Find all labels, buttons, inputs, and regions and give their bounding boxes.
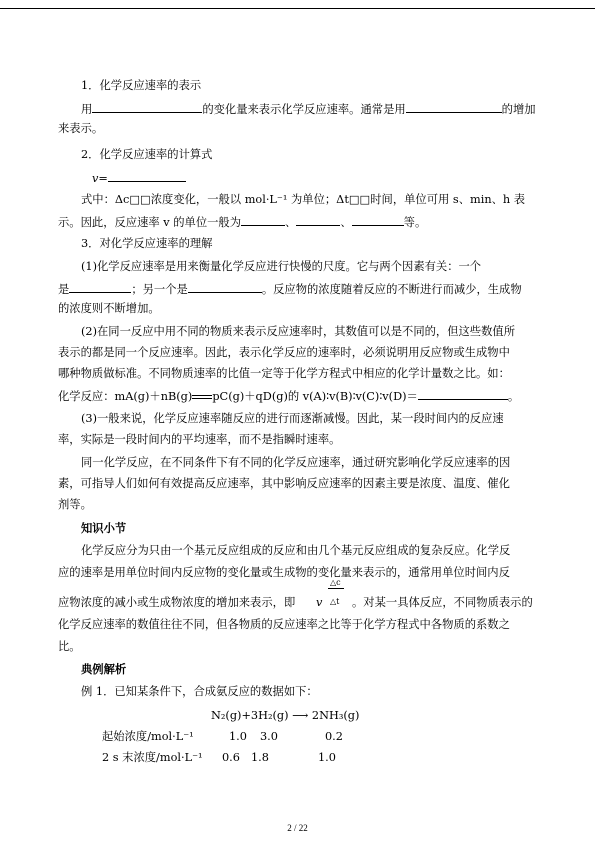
blank bbox=[69, 280, 131, 293]
reversible-arrow-icon bbox=[192, 392, 212, 402]
blank bbox=[241, 213, 285, 226]
section-3-p1-line-2: 是 ；另一个是 。反应物的浓度随着反应的不断进行而减少，生成物 bbox=[58, 280, 522, 298]
row-1-value: 3.0 bbox=[260, 730, 278, 743]
section-2-heading: 2．化学反应速率的计算式 bbox=[81, 148, 213, 161]
summary-line-2: 应的速率是用单位时间内反应物的变化量或生成物的变化量来表示的，通常用单位时间内反 bbox=[58, 566, 510, 579]
section-1-line-1: 用 的变化量来表示化学反应速率。通常是用 的增加 bbox=[81, 100, 536, 118]
fraction-denominator: △t bbox=[330, 597, 340, 606]
blank bbox=[418, 387, 508, 400]
section-1-line-2: 来表示。 bbox=[58, 122, 104, 135]
blank bbox=[92, 100, 202, 113]
example-intro: 例 1．已知某条件下，合成氨反应的数据如下： bbox=[81, 685, 318, 698]
section-3-p3-line-1: (3)一般来说，化学反应速率随反应的进行而逐渐减慢。因此，某一段时间内的反应速 bbox=[81, 412, 504, 425]
section-3-p1-line-1: (1)化学反应速率是用来衡量化学反应进行快慢的尺度。它与两个因素有关：一个 bbox=[81, 260, 482, 273]
section-3-p4-line-1: 同一化学反应，在不同条件下有不同的化学反应速率，通过研究影响化学反应速率的因 bbox=[81, 456, 511, 469]
summary-line-3a: 应物浓度的减小或生成物浓度的增加来表示，即 bbox=[58, 596, 296, 609]
summary-line-3b: 。对某一具体反应，不同物质表示的 bbox=[352, 596, 533, 609]
section-3-p2-line-3: 哪种物质做标准。不同物质速率的比值一定等于化学方程式中相应的化学计量数之比。如： bbox=[58, 367, 510, 380]
row-1-label: 起始浓度/mol·L⁻¹ bbox=[102, 730, 194, 743]
row-1-value: 0.2 bbox=[325, 730, 343, 743]
summary-rate-symbol: v bbox=[316, 596, 323, 609]
section-3-p1-line-3: 的浓度则不断增加。 bbox=[58, 302, 160, 315]
section-3-p4-line-2: 素，可指导人们如何有效提高反应速率，其中影响反应速率的因素主要是浓度、温度、催化 bbox=[58, 477, 510, 490]
blank bbox=[188, 280, 262, 293]
rate-formula: v= bbox=[92, 169, 186, 187]
row-2-value: 1.0 bbox=[318, 751, 336, 764]
section-2-line-1: 式中：Δc□□浓度变化，一般以 mol·L⁻¹ 为单位；Δt□□时间，单位可用 s、min、h 表 bbox=[81, 193, 526, 206]
header-rule bbox=[0, 8, 595, 9]
blank bbox=[296, 213, 340, 226]
blank bbox=[108, 169, 186, 182]
section-2-line-2: 示。因此，反应速率 v 的单位一般为 、 、 等。 bbox=[58, 213, 426, 231]
section-3-p4-line-3: 剂等。 bbox=[58, 498, 92, 511]
row-2-value: 1.8 bbox=[251, 751, 269, 764]
summary-line-1: 化学反应分为只由一个基元反应组成的反应和由几个基元反应组成的复杂反应。化学反 bbox=[81, 544, 511, 557]
summary-line-4: 化学反应速率的数值往往不同，但各物质的反应速率之比等于化学方程式中各物质的系数之 bbox=[58, 618, 510, 631]
row-2-value: 0.6 bbox=[222, 751, 240, 764]
reaction-equation: N₂(g)+3H₂(g) ⟶ 2NH₃(g) bbox=[211, 709, 360, 722]
row-1-value: 1.0 bbox=[229, 730, 247, 743]
row-2-label: 2 s 末浓度/mol·L⁻¹ bbox=[102, 751, 203, 764]
section-3-p2-line-1: (2)在同一反应中用不同的物质来表示反应速率时，其数值可以是不同的，但这些数值所 bbox=[81, 325, 515, 338]
blank bbox=[406, 100, 502, 113]
summary-heading: 知识小节 bbox=[81, 521, 127, 535]
section-3-heading: 3．对化学反应速率的理解 bbox=[81, 237, 213, 250]
fraction-bar bbox=[328, 588, 344, 589]
fraction-numerator: △c bbox=[330, 578, 341, 587]
summary-line-5: 比。 bbox=[58, 640, 81, 653]
blank bbox=[352, 213, 404, 226]
section-3-p3-line-2: 率，实际是一段时间内的平均速率，而不是指瞬时速率。 bbox=[58, 433, 341, 446]
section-1-heading: 1．化学反应速率的表示 bbox=[81, 79, 202, 92]
section-3-p2-line-2: 表示的都是同一个反应速率。因此，表示化学反应的速率时，必须说明用反应物或生成物中 bbox=[58, 346, 510, 359]
section-3-p2-line-4: 化学反应：mA(g)＋nB(g) pC(g)＋qD(g)的 v(A)∶v(B)∶v(C)∶v(D)＝ 。 bbox=[58, 387, 519, 405]
example-heading: 典例解析 bbox=[81, 662, 127, 676]
page-number: 2 / 22 bbox=[287, 823, 308, 833]
